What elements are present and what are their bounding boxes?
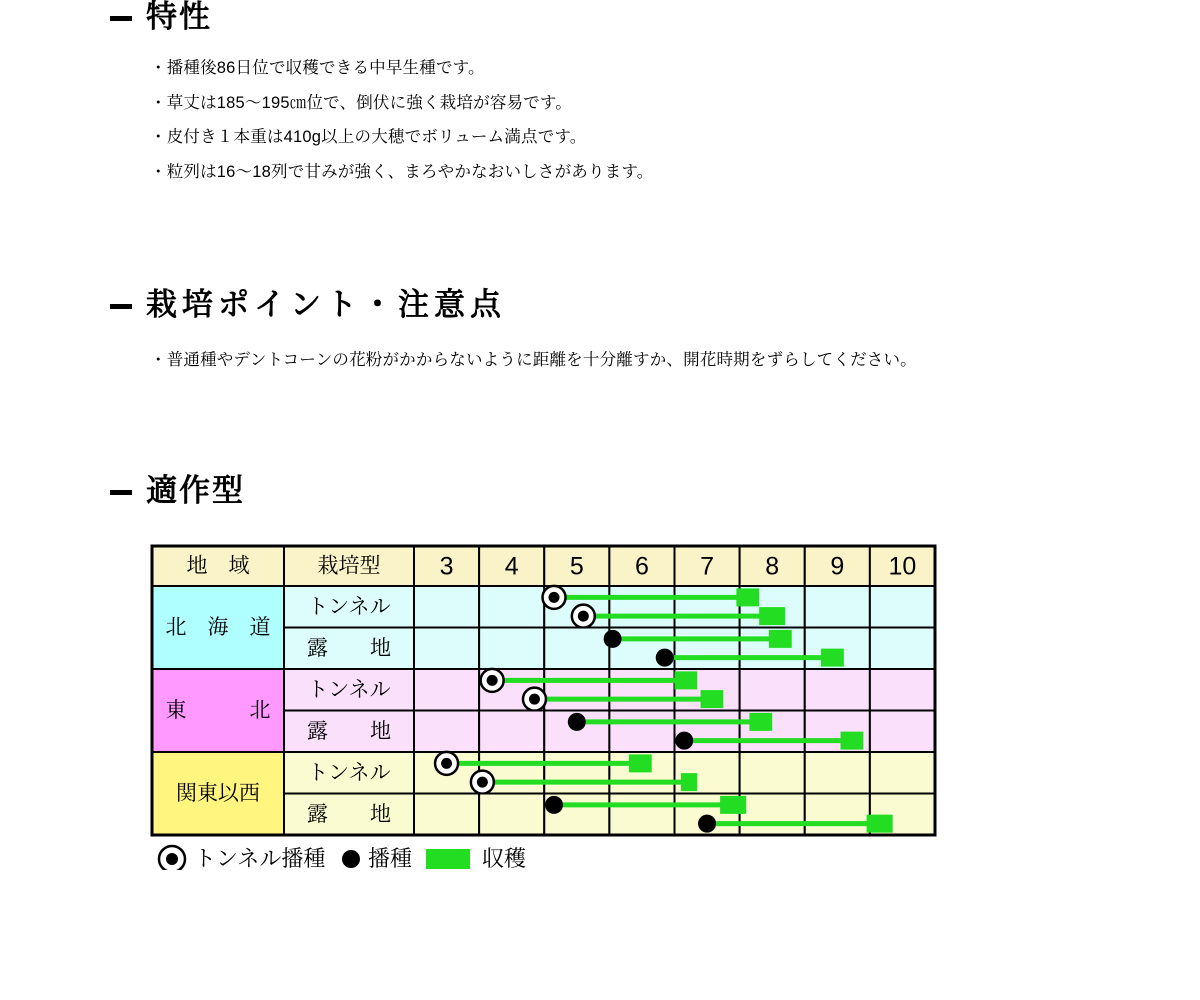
column-header-month-5: 5 — [569, 552, 584, 581]
section-suitable-type — [0, 474, 1200, 508]
harvest-bar — [629, 754, 652, 772]
calendar-grid-cell — [740, 752, 805, 794]
page-title-characteristics: 特性 — [146, 0, 212, 34]
column-header-region: 地 域 — [186, 554, 250, 578]
calendar-grid-cell — [675, 628, 740, 670]
culture-type-label: 露 地 — [307, 636, 391, 660]
page-title-suitable-type: 適作型 — [146, 473, 245, 508]
list-item: ・普通種やデントコーンの花粉がかからないように距離を十分離すか、開花時期をずらしてください。 — [150, 351, 917, 370]
sowing-icon — [545, 796, 563, 814]
tunnel-sowing-dot-icon — [487, 675, 498, 686]
column-header-month-8: 8 — [765, 552, 780, 581]
legend-sowing-icon — [342, 850, 360, 868]
list-item: ・粒列は16〜18列で甘みが強く、まろやかなおいしさがあります。 — [150, 162, 654, 181]
column-header-month-6: 6 — [634, 552, 649, 581]
calendar-grid-cell — [414, 711, 479, 753]
section-heading-suitable-type — [0, 474, 1200, 508]
legend-label: 播種 — [368, 845, 413, 870]
calendar-grid-cell — [414, 794, 479, 836]
calendar-grid-cell — [544, 752, 609, 794]
section-cultivation-points — [0, 288, 1200, 370]
section-heading-cultivation-points — [0, 288, 1200, 322]
sowing-icon — [698, 815, 716, 833]
sowing-icon — [604, 630, 622, 648]
culture-type-label: トンネル — [307, 678, 391, 702]
calendar-grid-cell — [414, 669, 479, 711]
calendar-grid-cell — [870, 669, 935, 711]
heading-dash-icon — [110, 304, 132, 309]
harvest-bar — [821, 649, 844, 667]
legend-harvest-icon — [426, 849, 470, 869]
section-heading-characteristics — [0, 0, 1200, 34]
harvest-bar — [769, 630, 792, 648]
column-header-month-3: 3 — [439, 552, 454, 581]
calendar-grid-cell — [414, 628, 479, 670]
harvest-bar — [681, 773, 697, 791]
calendar-grid-cell — [805, 669, 870, 711]
tunnel-sowing-dot-icon — [549, 592, 560, 603]
calendar-grid-cell — [870, 628, 935, 670]
cultivation-calendar-chart — [0, 540, 1200, 870]
heading-dash-icon — [110, 490, 132, 495]
legend-label: 収穫 — [482, 845, 527, 870]
heading-dash-icon — [110, 16, 132, 21]
calendar-grid-cell — [544, 628, 609, 670]
calendar-grid-cell — [740, 669, 805, 711]
sowing-icon — [656, 649, 674, 667]
sowing-icon — [568, 713, 586, 731]
culture-type-label: 露 地 — [307, 719, 391, 743]
harvest-bar — [675, 671, 698, 689]
calendar-grid-cell — [870, 586, 935, 628]
column-header-culture-type: 栽培型 — [317, 554, 381, 578]
tunnel-sowing-dot-icon — [477, 777, 488, 788]
harvest-bar — [867, 815, 893, 833]
calendar-grid-cell — [479, 586, 544, 628]
region-label: 東 北 — [165, 699, 271, 723]
column-header-month-7: 7 — [700, 552, 715, 581]
tunnel-sowing-dot-icon — [578, 611, 589, 622]
calendar-grid-cell — [805, 752, 870, 794]
tunnel-sowing-dot-icon — [529, 694, 540, 705]
calendar-grid-cell — [414, 586, 479, 628]
list-item: ・草丈は185〜195㎝位で、倒伏に強く栽培が容易です。 — [150, 93, 573, 112]
page-title-cultivation-points: 栽培ポイント・注意点 — [146, 287, 506, 322]
column-header-month-10: 10 — [888, 552, 917, 581]
calendar-grid-cell — [805, 586, 870, 628]
calendar-grid-cell — [544, 669, 609, 711]
list-item: ・皮付き１本重は410g以上の大穂でボリューム満点です。 — [150, 128, 587, 147]
calendar-grid-cell — [479, 711, 544, 753]
legend-tunnel-sowing-dot-icon — [166, 853, 178, 865]
section-characteristics — [0, 0, 1200, 198]
harvest-bar — [701, 690, 724, 708]
calendar-grid-cell — [675, 586, 740, 628]
tunnel-sowing-dot-icon — [441, 758, 452, 769]
calendar-grid-cell — [479, 628, 544, 670]
bullet-list-characteristics — [0, 60, 1200, 180]
calendar-grid-cell — [870, 711, 935, 753]
harvest-bar — [759, 607, 785, 625]
calendar-grid-cell — [609, 794, 674, 836]
calendar-grid-cell — [609, 586, 674, 628]
calendar-grid-cell — [740, 794, 805, 836]
calendar-grid-cell — [479, 794, 544, 836]
culture-type-label: トンネル — [307, 761, 391, 785]
harvest-bar — [841, 732, 864, 750]
calendar-grid-cell — [609, 711, 674, 753]
region-label: 関東以西 — [176, 782, 260, 806]
calendar-grid-cell — [870, 752, 935, 794]
column-header-month-9: 9 — [830, 552, 845, 581]
region-label: 北 海 道 — [165, 616, 271, 640]
harvest-bar — [749, 713, 772, 731]
culture-type-label: トンネル — [307, 595, 391, 619]
calendar-grid-cell — [609, 669, 674, 711]
calendar-grid-cell — [805, 794, 870, 836]
list-item: ・播種後86日位で収穫できる中早生種です。 — [150, 59, 485, 78]
sowing-icon — [675, 732, 693, 750]
calendar-svg — [0, 540, 1200, 870]
harvest-bar — [736, 588, 759, 606]
column-header-month-4: 4 — [504, 552, 519, 581]
culture-type-label: 露 地 — [307, 802, 391, 826]
legend-label: トンネル播種 — [194, 845, 326, 870]
harvest-bar — [720, 796, 746, 814]
